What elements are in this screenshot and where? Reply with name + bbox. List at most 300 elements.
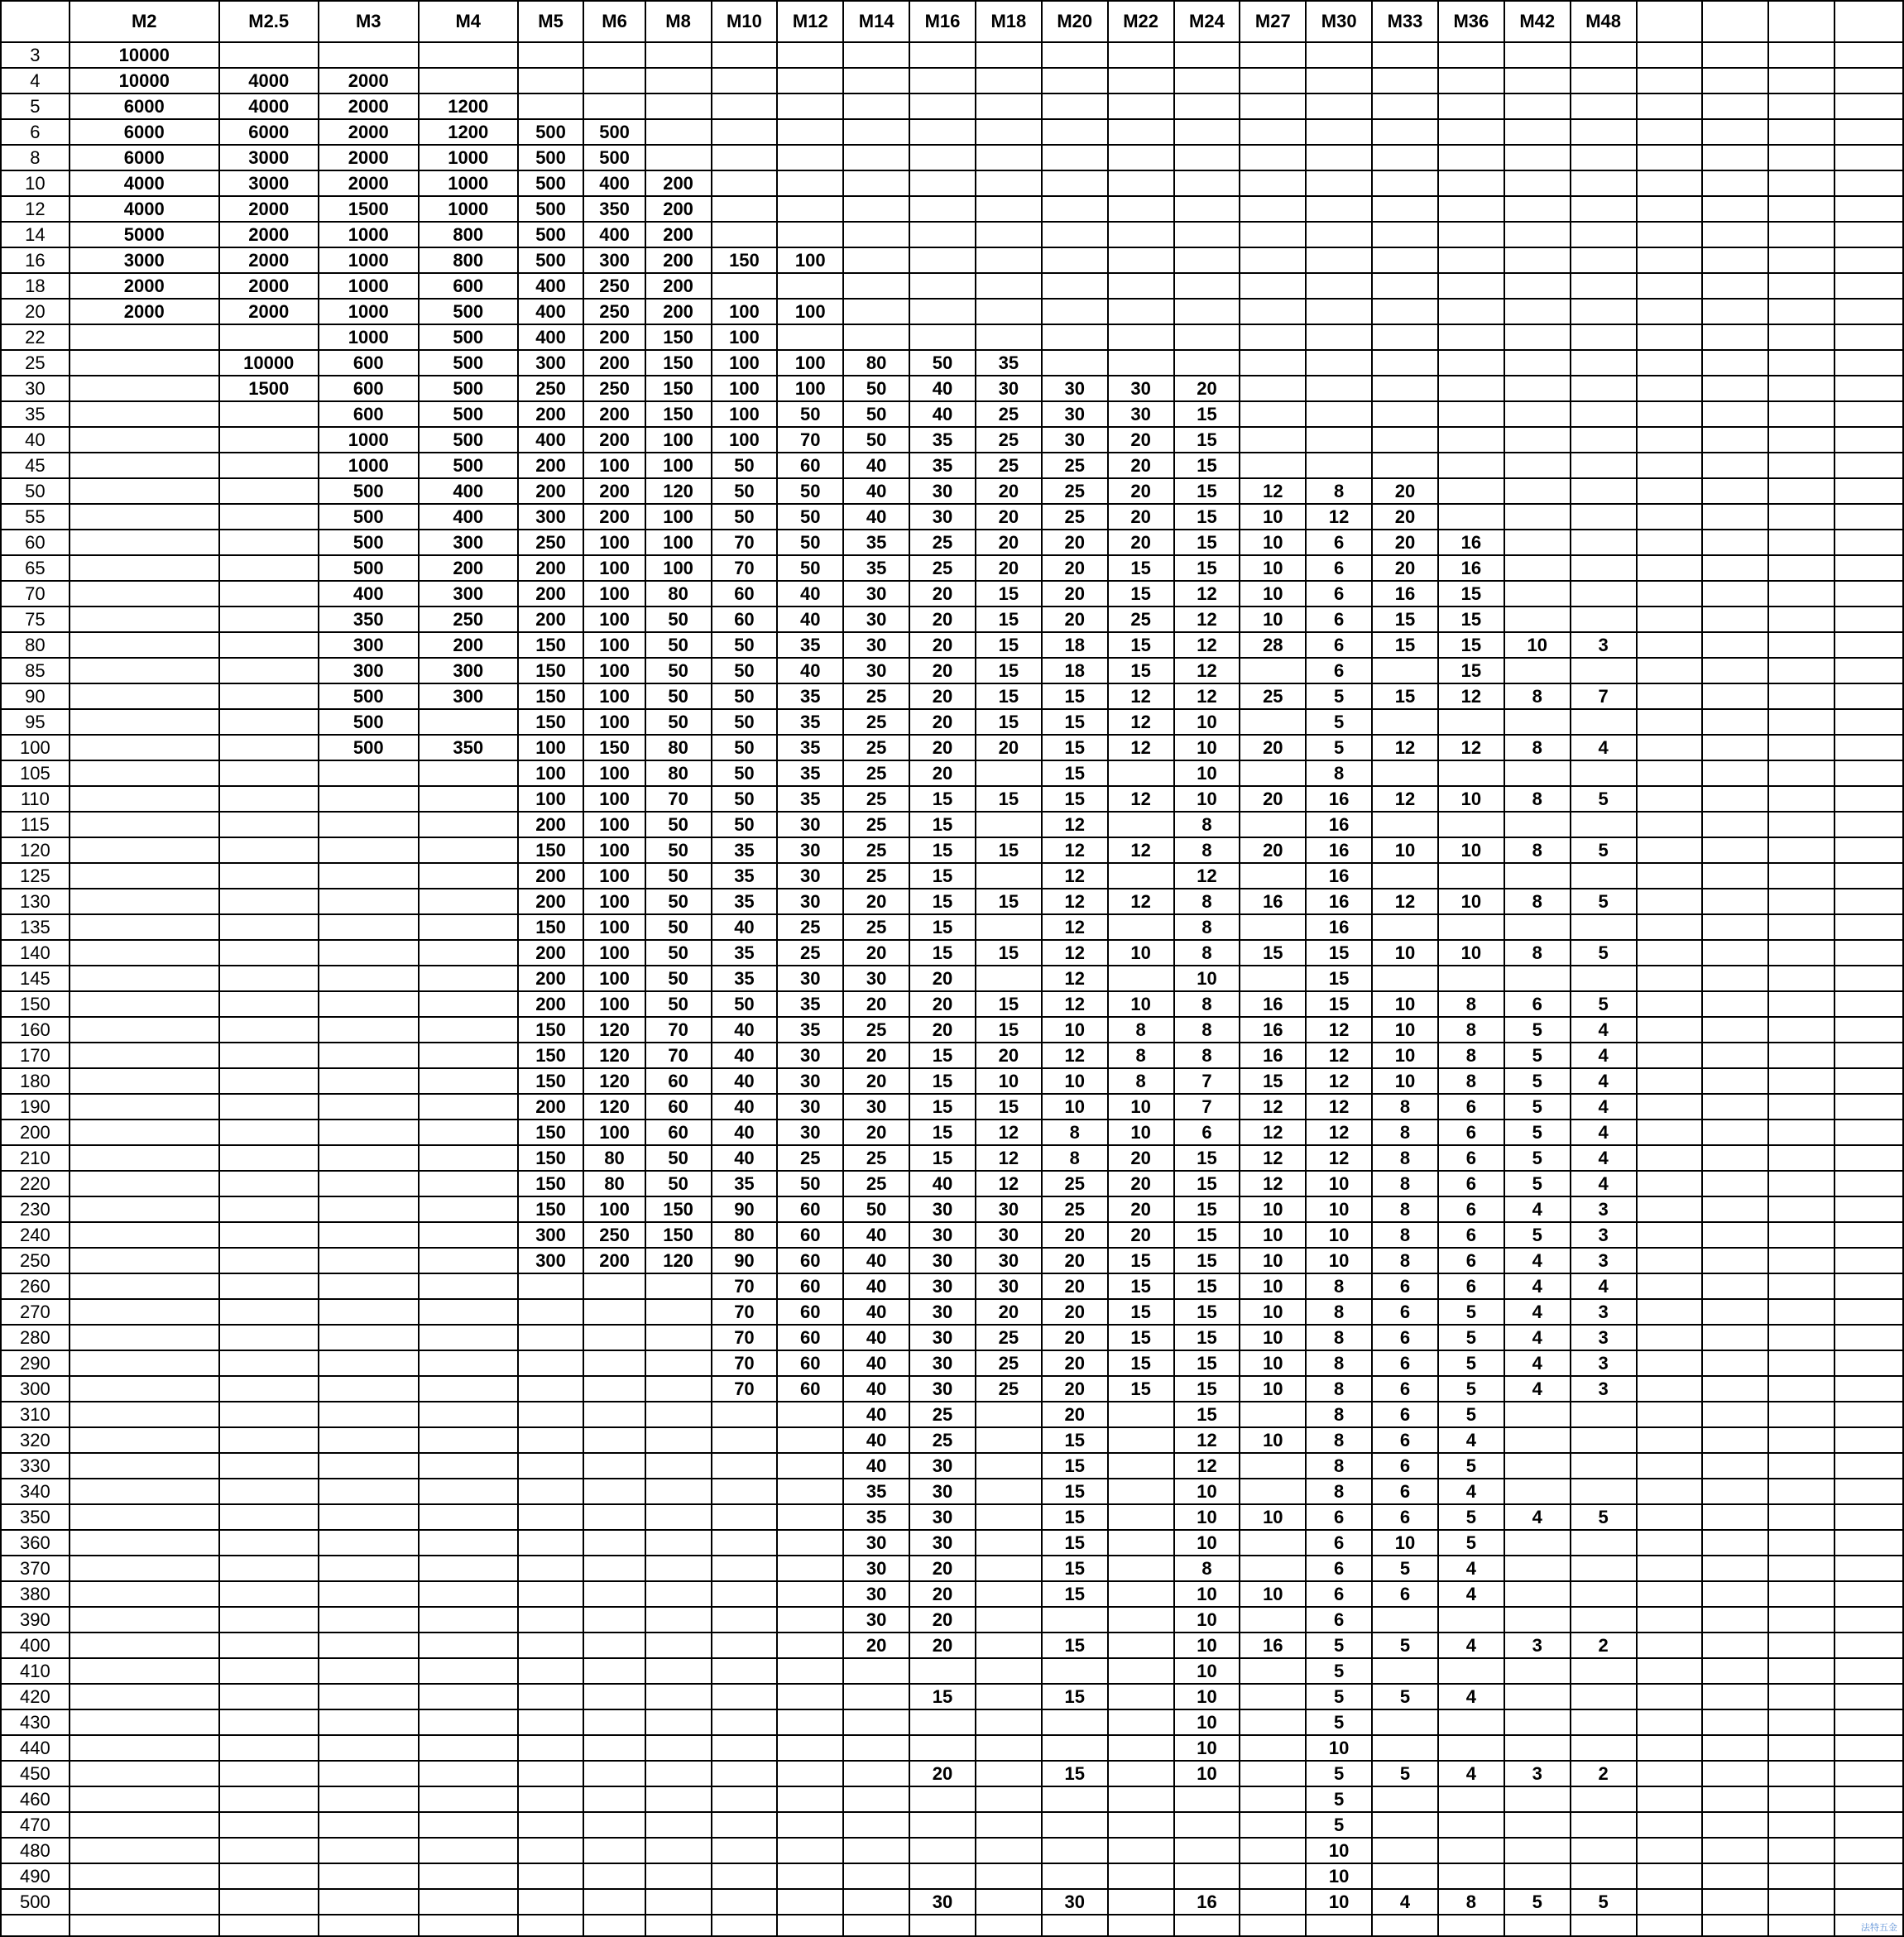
- empty-cell: [1834, 1145, 1903, 1171]
- quantity-cell: 35: [712, 837, 778, 863]
- quantity-cell: [1240, 273, 1306, 299]
- quantity-cell: 8: [1306, 1299, 1372, 1325]
- quantity-cell: [70, 1273, 219, 1299]
- quantity-cell: [645, 1581, 712, 1607]
- empty-cell: [1702, 170, 1768, 196]
- empty-cell: [1702, 1915, 1768, 1936]
- column-header: M20: [1042, 1, 1108, 42]
- quantity-cell: 2000: [219, 247, 319, 273]
- quantity-cell: 20: [909, 581, 976, 607]
- quantity-cell: [712, 273, 778, 299]
- quantity-cell: 30: [1042, 376, 1108, 401]
- quantity-cell: 35: [843, 1504, 909, 1530]
- quantity-cell: 6: [1306, 658, 1372, 683]
- quantity-cell: 12: [1174, 863, 1240, 889]
- quantity-cell: [70, 632, 219, 658]
- quantity-cell: 10: [1240, 1248, 1306, 1273]
- empty-cell: [1637, 812, 1703, 837]
- quantity-cell: [1504, 145, 1571, 170]
- quantity-cell: 8: [1504, 940, 1571, 966]
- quantity-cell: [976, 170, 1042, 196]
- quantity-cell: [1240, 247, 1306, 273]
- quantity-cell: 40: [777, 607, 843, 632]
- empty-cell: [1768, 632, 1834, 658]
- quantity-cell: [777, 170, 843, 196]
- quantity-cell: [1306, 376, 1372, 401]
- table-row: [1, 401, 1903, 427]
- column-header: M30: [1306, 1, 1372, 42]
- quantity-cell: 35: [712, 889, 778, 914]
- quantity-cell: 15: [976, 632, 1042, 658]
- table-row: [1, 1863, 1903, 1889]
- quantity-cell: 10: [1240, 555, 1306, 581]
- quantity-cell: 200: [645, 196, 712, 222]
- quantity-cell: 40: [843, 478, 909, 504]
- quantity-cell: [70, 453, 219, 478]
- quantity-cell: 12: [1306, 504, 1372, 530]
- quantity-cell: 150: [518, 1196, 584, 1222]
- empty-cell: [1637, 1915, 1703, 1936]
- length-cell: 300: [1, 1376, 70, 1402]
- empty-cell: [1702, 1658, 1768, 1684]
- quantity-cell: 12: [1240, 1145, 1306, 1171]
- quantity-cell: [976, 273, 1042, 299]
- quantity-cell: [319, 1196, 419, 1222]
- empty-cell: [1834, 1043, 1903, 1068]
- empty-cell: [1702, 1376, 1768, 1402]
- quantity-cell: 40: [712, 914, 778, 940]
- quantity-cell: 6: [1372, 1479, 1438, 1504]
- quantity-cell: [219, 1863, 319, 1889]
- quantity-cell: 50: [843, 401, 909, 427]
- quantity-cell: 600: [419, 273, 518, 299]
- quantity-cell: [70, 1196, 219, 1222]
- quantity-cell: [777, 1684, 843, 1709]
- quantity-cell: 500: [518, 222, 584, 247]
- empty-cell: [1834, 1017, 1903, 1043]
- empty-cell: [1768, 401, 1834, 427]
- empty-cell: [1768, 1889, 1834, 1915]
- column-header: M24: [1174, 1, 1240, 42]
- quantity-cell: [583, 1633, 645, 1658]
- quantity-cell: 25: [976, 1350, 1042, 1376]
- quantity-cell: 12: [1042, 863, 1108, 889]
- table-row: [1, 1607, 1903, 1633]
- quantity-cell: [518, 1863, 584, 1889]
- quantity-cell: [1571, 145, 1637, 170]
- empty-cell: [1702, 1607, 1768, 1633]
- quantity-cell: [777, 1812, 843, 1838]
- empty-cell: [1768, 1299, 1834, 1325]
- quantity-cell: 3: [1571, 1350, 1637, 1376]
- empty-cell: [583, 1915, 645, 1936]
- quantity-cell: 12: [976, 1145, 1042, 1171]
- empty-cell: [1637, 607, 1703, 632]
- quantity-cell: 5: [1438, 1376, 1504, 1402]
- table-row: [1, 1248, 1903, 1273]
- empty-cell: [1768, 683, 1834, 709]
- quantity-cell: 4: [1571, 1273, 1637, 1299]
- quantity-cell: [419, 991, 518, 1017]
- table-row: [1, 1196, 1903, 1222]
- quantity-cell: [219, 1504, 319, 1530]
- quantity-cell: [976, 1581, 1042, 1607]
- quantity-cell: 15: [1042, 735, 1108, 760]
- quantity-cell: [219, 683, 319, 709]
- quantity-cell: [583, 1889, 645, 1915]
- quantity-cell: 15: [1042, 709, 1108, 735]
- quantity-cell: [645, 1889, 712, 1915]
- quantity-cell: [976, 1838, 1042, 1863]
- table-row: [1, 196, 1903, 222]
- quantity-cell: 4: [1571, 1094, 1637, 1120]
- empty-cell: [1768, 350, 1834, 376]
- quantity-cell: [70, 1017, 219, 1043]
- quantity-cell: 16: [1306, 837, 1372, 863]
- quantity-cell: 20: [843, 1633, 909, 1658]
- quantity-cell: 15: [1174, 1273, 1240, 1299]
- length-cell: 130: [1, 889, 70, 914]
- empty-cell: [1834, 1094, 1903, 1120]
- length-cell: 22: [1, 324, 70, 350]
- quantity-cell: [1571, 119, 1637, 145]
- quantity-cell: [645, 1427, 712, 1453]
- quantity-cell: 2000: [70, 273, 219, 299]
- quantity-cell: 15: [1042, 1761, 1108, 1786]
- empty-cell: [1702, 1479, 1768, 1504]
- quantity-cell: 150: [518, 632, 584, 658]
- quantity-cell: [319, 1504, 419, 1530]
- quantity-cell: 80: [843, 350, 909, 376]
- empty-cell: [1637, 478, 1703, 504]
- quantity-cell: [70, 1299, 219, 1325]
- table-row: [1, 1376, 1903, 1402]
- quantity-cell: 50: [645, 1145, 712, 1171]
- quantity-cell: [843, 1786, 909, 1812]
- quantity-cell: 12: [1372, 735, 1438, 760]
- empty-cell: [1834, 1120, 1903, 1145]
- quantity-cell: 18: [1042, 658, 1108, 683]
- quantity-cell: [1306, 453, 1372, 478]
- quantity-cell: [1042, 1709, 1108, 1735]
- empty-cell: [1768, 1581, 1834, 1607]
- empty-cell: [219, 1915, 319, 1936]
- quantity-cell: 2000: [319, 93, 419, 119]
- table-row: [1, 1479, 1903, 1504]
- quantity-cell: [70, 735, 219, 760]
- empty-cell: [1702, 863, 1768, 889]
- quantity-cell: 100: [777, 350, 843, 376]
- quantity-cell: 10: [1504, 632, 1571, 658]
- empty-cell: [1834, 658, 1903, 683]
- quantity-cell: [419, 786, 518, 812]
- quantity-cell: 8: [1306, 1453, 1372, 1479]
- quantity-cell: [712, 170, 778, 196]
- quantity-cell: [976, 222, 1042, 247]
- quantity-cell: 6: [1372, 1273, 1438, 1299]
- empty-cell: [1702, 1402, 1768, 1427]
- quantity-cell: [419, 1325, 518, 1350]
- quantity-cell: 6: [1306, 1504, 1372, 1530]
- quantity-cell: [976, 1761, 1042, 1786]
- quantity-cell: 30: [976, 1222, 1042, 1248]
- empty-cell: [976, 1915, 1042, 1936]
- quantity-cell: 3: [1504, 1761, 1571, 1786]
- quantity-cell: 25: [1042, 1171, 1108, 1196]
- empty-cell: [1834, 1196, 1903, 1222]
- quantity-cell: 6: [1306, 581, 1372, 607]
- quantity-cell: 10: [1174, 1684, 1240, 1709]
- table-row: [1, 1068, 1903, 1094]
- quantity-cell: 8: [1372, 1248, 1438, 1273]
- empty-cell: [1042, 1915, 1108, 1936]
- quantity-cell: [518, 1504, 584, 1530]
- quantity-cell: [645, 1863, 712, 1889]
- quantity-cell: [1306, 273, 1372, 299]
- quantity-cell: 50: [645, 812, 712, 837]
- quantity-cell: [1240, 170, 1306, 196]
- quantity-cell: 10000: [70, 68, 219, 93]
- quantity-cell: 50: [645, 863, 712, 889]
- quantity-cell: [777, 1581, 843, 1607]
- quantity-cell: [419, 709, 518, 735]
- quantity-cell: 4: [1438, 1556, 1504, 1581]
- quantity-cell: 150: [518, 1043, 584, 1068]
- quantity-cell: [1504, 1838, 1571, 1863]
- quantity-cell: [976, 1633, 1042, 1658]
- table-row: [1, 914, 1903, 940]
- quantity-cell: 100: [583, 940, 645, 966]
- quantity-cell: 50: [645, 889, 712, 914]
- quantity-cell: [976, 1709, 1042, 1735]
- quantity-cell: 15: [909, 1043, 976, 1068]
- quantity-cell: 15: [1174, 1402, 1240, 1427]
- empty-cell: [1834, 1684, 1903, 1709]
- quantity-cell: [843, 299, 909, 324]
- quantity-cell: [219, 478, 319, 504]
- empty-cell: [1834, 940, 1903, 966]
- quantity-cell: [1571, 427, 1637, 453]
- quantity-cell: 60: [777, 1325, 843, 1350]
- length-cell: 85: [1, 658, 70, 683]
- quantity-cell: [319, 1325, 419, 1350]
- empty-cell: [1768, 1735, 1834, 1761]
- quantity-cell: 350: [319, 607, 419, 632]
- quantity-cell: [976, 42, 1042, 68]
- quantity-cell: [419, 1094, 518, 1120]
- length-cell: 135: [1, 914, 70, 940]
- quantity-cell: [843, 273, 909, 299]
- quantity-cell: 20: [1240, 786, 1306, 812]
- quantity-cell: [843, 1709, 909, 1735]
- quantity-cell: 35: [777, 735, 843, 760]
- empty-cell: [1702, 1068, 1768, 1094]
- quantity-cell: 5: [1571, 1504, 1637, 1530]
- length-cell: 110: [1, 786, 70, 812]
- quantity-cell: 5: [1306, 735, 1372, 760]
- table-row: [1, 991, 1903, 1017]
- quantity-cell: 200: [518, 889, 584, 914]
- table-row: [1, 786, 1903, 812]
- quantity-cell: 200: [583, 1248, 645, 1273]
- quantity-cell: 10: [1438, 889, 1504, 914]
- empty-cell: [1834, 350, 1903, 376]
- column-header: M5: [518, 1, 584, 42]
- quantity-cell: 20: [909, 1581, 976, 1607]
- quantity-cell: 60: [777, 1376, 843, 1402]
- quantity-cell: 15: [1042, 1453, 1108, 1479]
- quantity-cell: [1042, 1658, 1108, 1684]
- quantity-cell: 10: [1240, 1376, 1306, 1402]
- empty-cell: [1702, 812, 1768, 837]
- quantity-cell: 6: [1174, 1120, 1240, 1145]
- quantity-cell: 10: [1174, 1709, 1240, 1735]
- quantity-cell: 15: [1438, 632, 1504, 658]
- quantity-cell: 500: [419, 324, 518, 350]
- quantity-cell: 100: [583, 683, 645, 709]
- quantity-cell: 100: [583, 991, 645, 1017]
- quantity-cell: 25: [976, 1325, 1042, 1350]
- quantity-cell: 120: [645, 478, 712, 504]
- empty-cell: [1768, 889, 1834, 914]
- quantity-cell: 50: [645, 966, 712, 991]
- quantity-cell: 30: [843, 607, 909, 632]
- quantity-cell: [219, 324, 319, 350]
- quantity-cell: 3000: [219, 145, 319, 170]
- quantity-cell: 1000: [319, 453, 419, 478]
- quantity-cell: [1571, 607, 1637, 632]
- empty-cell: [1637, 1350, 1703, 1376]
- quantity-cell: [1306, 299, 1372, 324]
- empty-cell: [1834, 555, 1903, 581]
- empty-cell: [1768, 940, 1834, 966]
- quantity-cell: 80: [712, 1222, 778, 1248]
- quantity-cell: [319, 837, 419, 863]
- empty-cell: [1768, 966, 1834, 991]
- quantity-cell: 4: [1504, 1376, 1571, 1402]
- quantity-cell: [909, 1863, 976, 1889]
- quantity-cell: [1240, 812, 1306, 837]
- quantity-cell: 300: [419, 530, 518, 555]
- quantity-cell: 100: [583, 812, 645, 837]
- quantity-cell: [1108, 1633, 1174, 1658]
- quantity-cell: 100: [645, 427, 712, 453]
- quantity-cell: 10000: [70, 42, 219, 68]
- table-row: [1, 1120, 1903, 1145]
- quantity-cell: 10: [1174, 1504, 1240, 1530]
- length-cell: 250: [1, 1248, 70, 1273]
- column-header: M2: [70, 1, 219, 42]
- quantity-cell: [1571, 1402, 1637, 1427]
- quantity-cell: 60: [777, 1196, 843, 1222]
- empty-cell: [1702, 427, 1768, 453]
- quantity-cell: 200: [518, 991, 584, 1017]
- quantity-cell: 50: [909, 350, 976, 376]
- quantity-cell: 60: [645, 1068, 712, 1094]
- empty-cell: [1702, 991, 1768, 1017]
- quantity-cell: 15: [976, 837, 1042, 863]
- quantity-cell: 15: [1174, 1325, 1240, 1350]
- length-cell: 370: [1, 1556, 70, 1581]
- quantity-cell: 500: [419, 401, 518, 427]
- quantity-cell: [1504, 1786, 1571, 1812]
- quantity-cell: [976, 1658, 1042, 1684]
- empty-cell: [1768, 1376, 1834, 1402]
- empty-cell: [1834, 837, 1903, 863]
- empty-cell: [1702, 1684, 1768, 1709]
- quantity-cell: 60: [777, 453, 843, 478]
- empty-cell: [1768, 93, 1834, 119]
- quantity-cell: 30: [777, 863, 843, 889]
- quantity-cell: [70, 1402, 219, 1427]
- quantity-cell: 70: [712, 1273, 778, 1299]
- quantity-cell: [712, 1709, 778, 1735]
- quantity-cell: [70, 837, 219, 863]
- quantity-cell: [319, 1427, 419, 1453]
- quantity-cell: [70, 786, 219, 812]
- quantity-cell: [976, 145, 1042, 170]
- empty-cell: [1702, 1325, 1768, 1350]
- quantity-cell: [777, 1427, 843, 1453]
- quantity-cell: [1438, 504, 1504, 530]
- empty-cell: [1637, 1376, 1703, 1402]
- quantity-cell: 15: [1042, 1556, 1108, 1581]
- quantity-cell: 5: [1504, 1145, 1571, 1171]
- quantity-cell: [645, 1786, 712, 1812]
- quantity-cell: [1504, 299, 1571, 324]
- quantity-cell: 30: [777, 1068, 843, 1094]
- quantity-cell: [645, 42, 712, 68]
- quantity-cell: [712, 1581, 778, 1607]
- quantity-cell: 4: [1571, 1017, 1637, 1043]
- empty-cell: [1702, 530, 1768, 555]
- quantity-cell: 20: [909, 683, 976, 709]
- empty-cell: [1768, 1709, 1834, 1735]
- table-row: [1, 453, 1903, 478]
- quantity-cell: [70, 1581, 219, 1607]
- quantity-cell: [319, 1273, 419, 1299]
- quantity-cell: [1571, 247, 1637, 273]
- quantity-cell: [1108, 1607, 1174, 1633]
- quantity-cell: [1571, 530, 1637, 555]
- quantity-cell: 2000: [319, 68, 419, 93]
- empty-cell: [1702, 735, 1768, 760]
- quantity-cell: [645, 1325, 712, 1350]
- quantity-cell: 15: [909, 1684, 976, 1709]
- quantity-cell: 15: [1108, 555, 1174, 581]
- empty-cell: [1834, 1248, 1903, 1273]
- length-cell: 350: [1, 1504, 70, 1530]
- empty-cell: [1637, 1402, 1703, 1427]
- quantity-cell: [319, 1479, 419, 1504]
- quantity-cell: 300: [319, 658, 419, 683]
- quantity-cell: [70, 607, 219, 632]
- quantity-cell: 10: [1240, 530, 1306, 555]
- quantity-cell: [1438, 350, 1504, 376]
- length-cell: 460: [1, 1786, 70, 1812]
- quantity-cell: [319, 1889, 419, 1915]
- quantity-cell: 25: [843, 709, 909, 735]
- empty-cell: [1637, 1479, 1703, 1504]
- empty-cell: [1702, 1812, 1768, 1838]
- quantity-cell: 5: [1504, 1120, 1571, 1145]
- quantity-cell: [1504, 1453, 1571, 1479]
- table-row: [1, 940, 1903, 966]
- quantity-cell: [219, 1376, 319, 1402]
- quantity-cell: [1108, 222, 1174, 247]
- quantity-cell: 30: [909, 1889, 976, 1915]
- column-header: M8: [645, 1, 712, 42]
